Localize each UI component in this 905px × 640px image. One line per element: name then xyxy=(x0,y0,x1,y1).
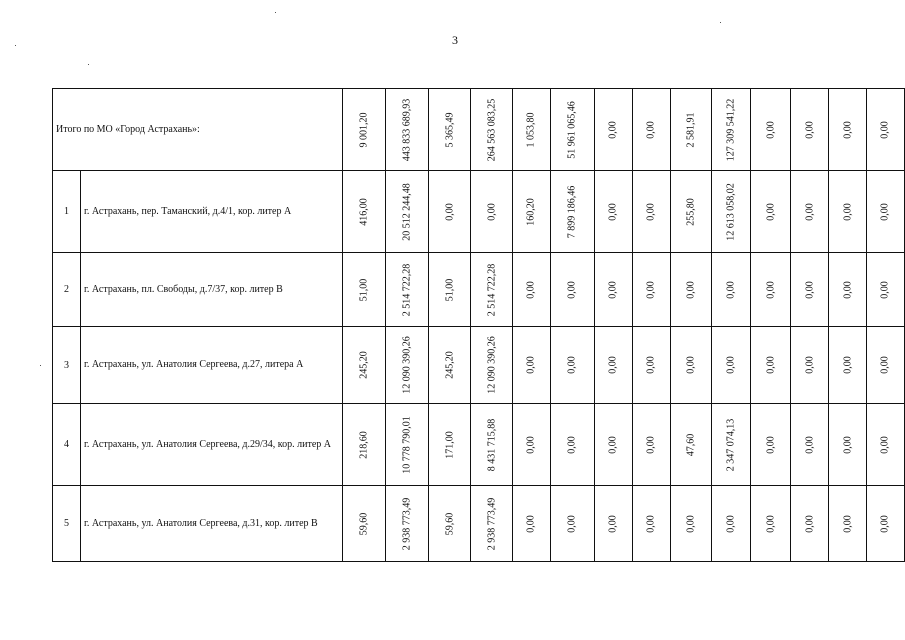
value-text: 0,00 xyxy=(607,356,619,374)
value-text: 0,00 xyxy=(607,202,619,221)
value-cell xyxy=(512,89,550,171)
row-number: 2 xyxy=(53,253,81,327)
value-text: 0,00 xyxy=(645,435,657,454)
value-text: 0,00 xyxy=(842,120,853,139)
value-text: 59,60 xyxy=(444,512,456,535)
value-text: 0,00 xyxy=(525,356,537,374)
value-text: 12 613 058,02 xyxy=(725,182,737,241)
value-cell xyxy=(471,89,513,171)
value-cell xyxy=(512,253,550,327)
value-cell xyxy=(712,327,751,404)
value-cell xyxy=(386,89,429,171)
value-cell xyxy=(751,171,791,253)
value-text: 0,00 xyxy=(645,202,657,221)
value-text: 51 961 065,46 xyxy=(566,100,578,159)
value-cell xyxy=(632,253,670,327)
value-cell xyxy=(791,89,829,171)
value-text: 0,00 xyxy=(486,202,497,221)
value-text: 0,00 xyxy=(645,356,657,374)
table-row xyxy=(53,253,905,327)
value-text: 12 090 390,26 xyxy=(486,336,497,394)
value-cell xyxy=(343,253,386,327)
value-text: 255,80 xyxy=(685,197,697,226)
scan-speck xyxy=(40,365,41,366)
row-number: 3 xyxy=(53,327,81,404)
value-cell xyxy=(670,404,712,486)
value-cell xyxy=(386,171,429,253)
row-number: 4 xyxy=(53,404,81,486)
value-text: 0,00 xyxy=(842,280,853,299)
value-text: 0,00 xyxy=(607,280,619,299)
value-cell xyxy=(429,404,471,486)
value-text: 0,00 xyxy=(879,514,891,533)
table-row xyxy=(53,404,905,486)
value-cell xyxy=(632,486,670,562)
value-text: 0,00 xyxy=(879,202,891,221)
value-text: 51,00 xyxy=(444,278,456,301)
value-cell xyxy=(343,486,386,562)
value-cell xyxy=(550,404,594,486)
value-text: 2 581,91 xyxy=(685,112,697,147)
value-text: 2 938 773,49 xyxy=(486,497,497,550)
value-cell xyxy=(670,89,712,171)
value-cell xyxy=(632,404,670,486)
value-text: 0,00 xyxy=(645,120,657,139)
value-text: 171,00 xyxy=(444,430,456,459)
value-text: 0,00 xyxy=(804,435,816,454)
value-cell xyxy=(594,89,632,171)
address-cell: г. Астрахань, ул. Анатолия Сергеева, д.31, кор. литер В xyxy=(80,486,342,562)
value-cell xyxy=(670,171,712,253)
row-number: 1 xyxy=(53,171,81,253)
value-text: 0,00 xyxy=(804,356,816,374)
value-text: 160,20 xyxy=(525,197,537,226)
scan-speck xyxy=(15,45,16,46)
value-text: 0,00 xyxy=(879,435,891,454)
address-cell: г. Астрахань, пер. Таманский, д.4/1, кор. литер А xyxy=(80,171,342,253)
value-cell xyxy=(670,486,712,562)
value-text: 0,00 xyxy=(879,356,891,374)
value-cell xyxy=(512,404,550,486)
value-cell xyxy=(512,171,550,253)
scan-speck xyxy=(720,22,721,23)
value-cell xyxy=(829,486,867,562)
value-cell xyxy=(550,486,594,562)
value-text: 218,60 xyxy=(358,430,370,459)
value-cell xyxy=(550,327,594,404)
value-text: 47,60 xyxy=(685,433,697,456)
address-cell: г. Астрахань, пл. Свободы, д.7/37, кор. литер В xyxy=(80,253,342,327)
value-cell xyxy=(594,486,632,562)
value-cell xyxy=(594,327,632,404)
value-text: 2 347 074,13 xyxy=(725,418,737,471)
value-cell xyxy=(386,253,429,327)
value-text: 0,00 xyxy=(765,435,777,454)
value-text: 5 365,49 xyxy=(444,112,456,147)
value-cell xyxy=(594,404,632,486)
value-cell xyxy=(712,171,751,253)
value-text: 0,00 xyxy=(607,514,619,533)
value-text: 0,00 xyxy=(444,202,456,221)
address-cell: г. Астрахань, ул. Анатолия Сергеева, д.27, литера А xyxy=(80,327,342,404)
value-cell xyxy=(386,327,429,404)
value-text: 0,00 xyxy=(645,280,657,299)
value-cell xyxy=(670,253,712,327)
value-cell xyxy=(712,253,751,327)
scan-speck xyxy=(275,12,276,13)
value-text: 0,00 xyxy=(525,435,537,454)
value-cell xyxy=(712,89,751,171)
value-text: 245,20 xyxy=(444,351,456,379)
value-cell xyxy=(594,171,632,253)
value-cell xyxy=(386,404,429,486)
value-text: 0,00 xyxy=(525,280,537,299)
value-cell xyxy=(866,253,904,327)
value-cell xyxy=(829,89,867,171)
value-cell xyxy=(751,486,791,562)
value-text: 2 514 722,28 xyxy=(486,263,497,316)
value-text: 2 938 773,49 xyxy=(401,497,413,550)
table-row xyxy=(53,327,905,404)
address-cell: г. Астрахань, ул. Анатолия Сергеева, д.29/34, кор. литер А xyxy=(80,404,342,486)
value-cell xyxy=(429,486,471,562)
page-number: 3 xyxy=(452,33,458,47)
value-text: 20 512 244,48 xyxy=(401,182,413,241)
total-row xyxy=(53,89,905,171)
scan-speck xyxy=(88,64,89,65)
value-text: 0,00 xyxy=(765,356,777,374)
value-cell xyxy=(751,89,791,171)
value-cell xyxy=(791,253,829,327)
value-cell xyxy=(866,89,904,171)
value-cell xyxy=(594,253,632,327)
value-cell xyxy=(512,486,550,562)
value-cell xyxy=(829,327,867,404)
value-text: 0,00 xyxy=(765,120,777,139)
value-cell xyxy=(751,253,791,327)
value-text: 0,00 xyxy=(566,280,578,299)
table-row xyxy=(53,171,905,253)
value-cell xyxy=(751,404,791,486)
value-cell xyxy=(670,327,712,404)
value-text: 0,00 xyxy=(685,514,697,533)
value-cell xyxy=(866,486,904,562)
value-text: 0,00 xyxy=(566,435,578,454)
value-text: 0,00 xyxy=(725,514,737,533)
row-number: 5 xyxy=(53,486,81,562)
value-text: 1 053,80 xyxy=(525,112,537,147)
value-text: 2 514 722,28 xyxy=(401,263,413,316)
value-text: 0,00 xyxy=(725,280,737,299)
value-text: 0,00 xyxy=(879,120,891,139)
value-cell xyxy=(343,404,386,486)
value-text: 59,60 xyxy=(358,512,370,535)
value-cell xyxy=(429,327,471,404)
value-cell xyxy=(866,171,904,253)
value-cell xyxy=(632,327,670,404)
value-cell xyxy=(791,404,829,486)
value-text: 0,00 xyxy=(725,356,737,374)
value-text: 51,00 xyxy=(358,278,370,301)
value-text: 0,00 xyxy=(842,514,853,533)
value-text: 245,20 xyxy=(358,351,370,379)
value-cell xyxy=(343,89,386,171)
value-text: 7 899 186,46 xyxy=(566,185,578,238)
value-cell xyxy=(632,89,670,171)
value-text: 0,00 xyxy=(765,280,777,299)
value-text: 9 001,20 xyxy=(358,112,370,147)
value-text: 443 833 689,93 xyxy=(401,98,413,161)
value-text: 0,00 xyxy=(842,435,853,454)
value-cell xyxy=(471,171,513,253)
value-text: 0,00 xyxy=(765,514,777,533)
value-text: 12 090 390,26 xyxy=(401,336,413,394)
value-cell xyxy=(471,327,513,404)
value-text: 0,00 xyxy=(685,280,697,299)
data-table xyxy=(52,88,905,562)
value-cell xyxy=(632,171,670,253)
value-text: 416,00 xyxy=(358,197,370,226)
value-text: 0,00 xyxy=(685,356,697,374)
value-text: 0,00 xyxy=(804,120,816,139)
value-text: 0,00 xyxy=(842,356,853,374)
value-text: 0,00 xyxy=(566,356,578,374)
value-cell xyxy=(791,486,829,562)
value-cell xyxy=(386,486,429,562)
value-cell xyxy=(550,89,594,171)
value-cell xyxy=(712,486,751,562)
value-text: 0,00 xyxy=(804,202,816,221)
value-text: 264 563 083,25 xyxy=(486,98,497,161)
value-text: 0,00 xyxy=(566,514,578,533)
value-cell xyxy=(866,327,904,404)
value-cell xyxy=(829,171,867,253)
value-cell xyxy=(429,171,471,253)
value-text: 0,00 xyxy=(525,514,537,533)
value-cell xyxy=(429,89,471,171)
value-cell xyxy=(343,327,386,404)
value-text: 0,00 xyxy=(607,120,619,139)
value-cell xyxy=(791,171,829,253)
value-cell xyxy=(471,253,513,327)
value-text: 0,00 xyxy=(804,514,816,533)
value-text: 0,00 xyxy=(804,280,816,299)
value-cell xyxy=(791,327,829,404)
value-cell xyxy=(829,404,867,486)
value-cell xyxy=(712,404,751,486)
value-text: 10 778 790,01 xyxy=(401,415,413,474)
table-row xyxy=(53,486,905,562)
value-text: 0,00 xyxy=(879,280,891,299)
value-cell xyxy=(429,253,471,327)
value-cell xyxy=(512,327,550,404)
value-cell xyxy=(550,253,594,327)
value-cell xyxy=(866,404,904,486)
value-cell xyxy=(471,404,513,486)
value-text: 0,00 xyxy=(842,202,853,221)
value-cell xyxy=(751,327,791,404)
value-text: 0,00 xyxy=(607,435,619,454)
value-text: 0,00 xyxy=(765,202,777,221)
value-cell xyxy=(550,171,594,253)
value-text: 127 309 541,22 xyxy=(725,98,737,161)
value-cell xyxy=(343,171,386,253)
value-cell xyxy=(471,486,513,562)
value-text: 8 431 715,88 xyxy=(486,418,497,471)
value-cell xyxy=(829,253,867,327)
value-text: 0,00 xyxy=(645,514,657,533)
total-label: Итого по МО «Город Астрахань»: xyxy=(53,89,343,171)
